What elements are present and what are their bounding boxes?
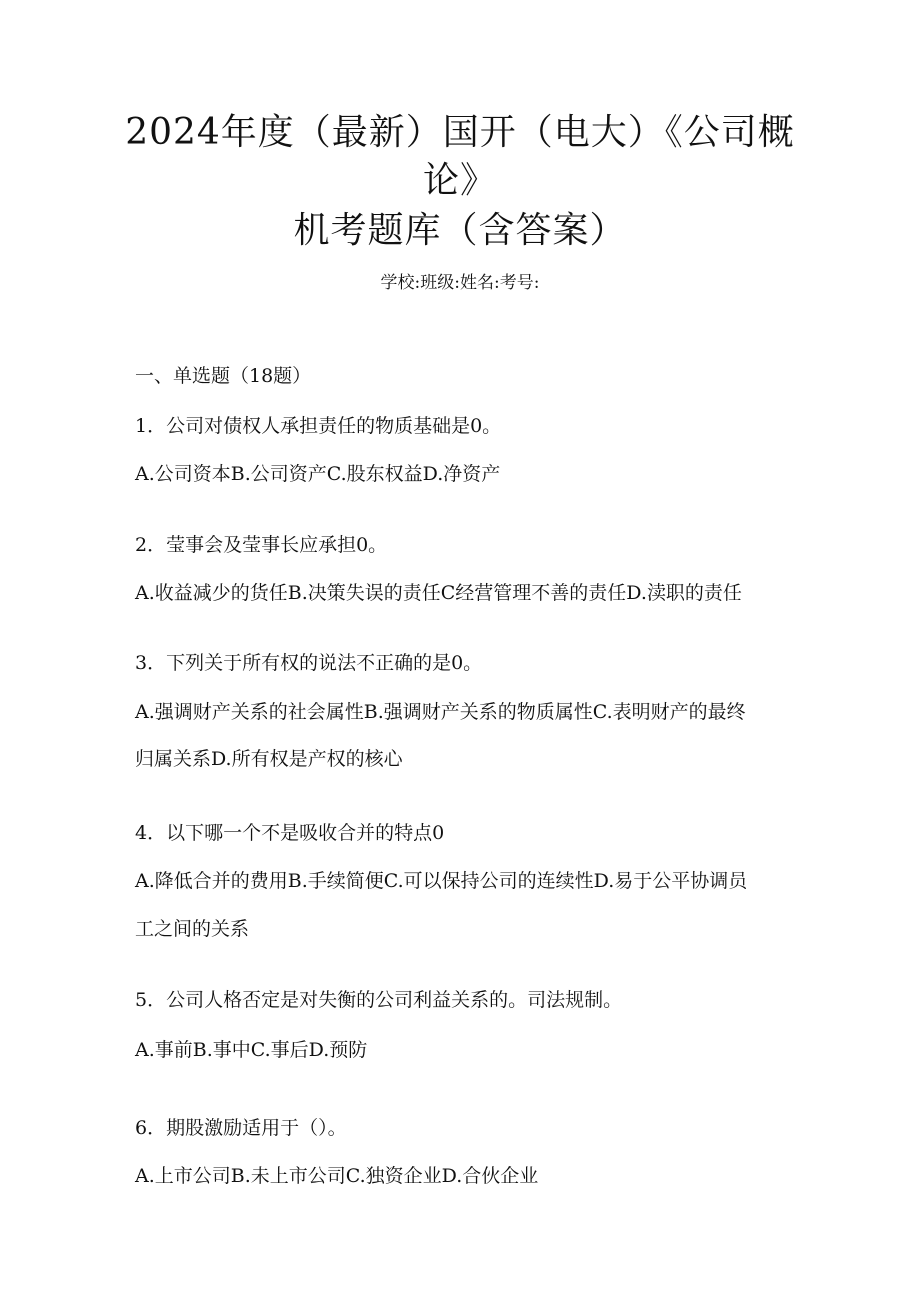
question-2-stem: 2．莹事会及莹事长应承担0。 bbox=[135, 534, 388, 556]
document-title-line-3: 机考题库（含答案） bbox=[293, 210, 627, 251]
question-4-options-line-1: A.降低合并的费用B.手续简便C.可以保持公司的连续性D.易于公平协调员 bbox=[135, 870, 748, 892]
question-4-stem: 4．以下哪一个不是吸收合并的特点0 bbox=[135, 822, 445, 844]
question-5-options: A.事前B.事中C.事后D.预防 bbox=[135, 1039, 368, 1061]
student-info-line: 学校:班级:姓名:考号: bbox=[380, 273, 540, 293]
section-heading: 一、单选题（18题） bbox=[135, 365, 312, 387]
question-6-options: A.上市公司B.未上市公司C.独资企业D.合伙企业 bbox=[135, 1165, 539, 1187]
question-2-options: A.收益减少的货任B.决策失误的责任C经营管理不善的责任D.渎职的责任 bbox=[135, 582, 742, 604]
question-3-options-line-2: 归属关系D.所有权是产权的核心 bbox=[135, 748, 403, 770]
question-3-options-line-1: A.强调财产关系的社会属性B.强调财产关系的物质属性C.表明财产的最终 bbox=[135, 701, 746, 723]
question-1-options: A.公司资本B.公司资产C.股东权益D.净资产 bbox=[135, 463, 501, 485]
question-6-stem: 6．期股激励适用于（）。 bbox=[135, 1117, 347, 1139]
document-title-line-1: 2024年度（最新）国开（电大）《公司概 bbox=[125, 112, 795, 153]
document-title-line-2: 论》 bbox=[422, 160, 497, 201]
question-5-stem: 5．公司人格否定是对失衡的公司利益关系的。司法规制。 bbox=[135, 989, 623, 1011]
question-4-options-line-2: 工之间的关系 bbox=[135, 918, 250, 940]
question-3-stem: 3．下列关于所有权的说法不正确的是0。 bbox=[135, 652, 483, 674]
question-1-stem: 1．公司对债权人承担责任的物质基础是0。 bbox=[135, 415, 502, 437]
